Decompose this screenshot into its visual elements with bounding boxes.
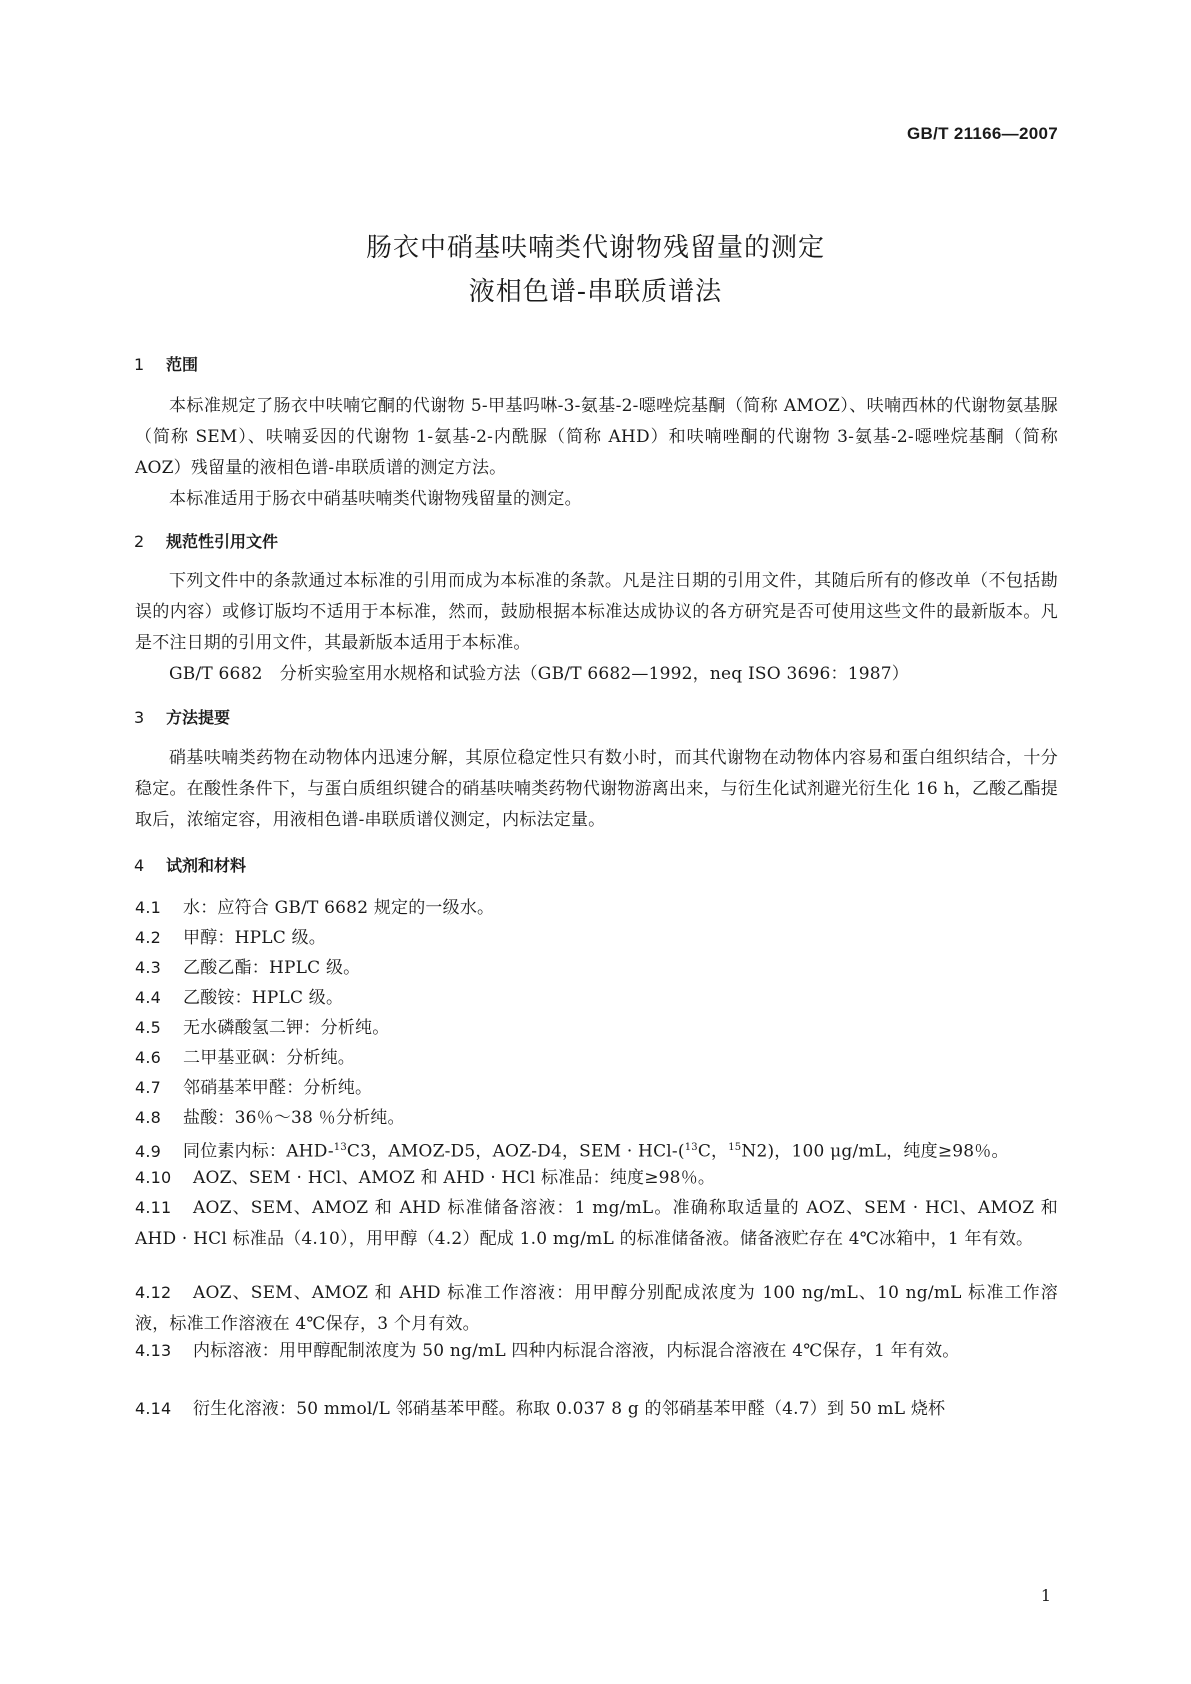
section-number: 2 bbox=[134, 532, 145, 551]
section-title: 范围 bbox=[166, 355, 199, 374]
section-3-paragraph-1: 硝基呋喃类药物在动物体内迅速分解，其原位稳定性只有数小时，而其代谢物在动物体内容易和蛋白组织结合，十分稳定。在酸性条件下，与蛋白质组织键合的硝基呋喃类药物代谢物游离出来，与衍生化试剂避光衍生化 16 h，乙酸乙酯提取后，浓缩定容，用液相色谱-串联质谱仪测定，内标法定量。 bbox=[135, 748, 1058, 830]
item-text: 水：应符合 GB/T 6682 规定的一级水。 bbox=[183, 898, 495, 918]
section-1-paragraph-1: 本标准规定了肠衣中呋喃它酮的代谢物 5-甲基吗啉-3-氨基-2-噁唑烷基酮（简称 AMOZ）、呋喃西林的代谢物氨基脲（简称 SEM）、呋喃妥因的代谢物 1-氨基-2-内酰脲（简称 AHD）和呋喃唑酮的代谢物 3-氨基-2-噁唑烷基酮（简称 AOZ）残留量的液相色谱-串联质谱的测定方法。 bbox=[135, 396, 1058, 478]
item-text: 内标溶液：用甲醇配制浓度为 50 ng/mL 四种内标混合溶液，内标混合溶液在 4℃保存，1 年有效。 bbox=[193, 1341, 960, 1361]
list-item-4-1 bbox=[135, 892, 1058, 924]
section-title: 方法提要 bbox=[166, 708, 231, 727]
section-title: 规范性引用文件 bbox=[166, 532, 279, 551]
item-text: AOZ、SEM、AMOZ 和 AHD 标准工作溶液：用甲醇分别配成浓度为 100 ng/mL、10 ng/mL 标准工作溶液，标准工作溶液在 4℃保存，3 个月有效。 bbox=[135, 1283, 1058, 1334]
list-item-4-12 bbox=[135, 1277, 1058, 1340]
item-number: 4.1 bbox=[135, 898, 162, 917]
item-text: AOZ、SEM、AMOZ 和 AHD 标准储备溶液：1 mg/mL。准确称取适量的 AOZ、SEM · HCl、AMOZ 和 AHD · HCl 标准品（4.10），用甲醇（4.2）配成 1.0 mg/mL 的标准储备液。储备液贮存在 4℃冰箱中，1 年有效。 bbox=[135, 1198, 1058, 1249]
item-number: 4.3 bbox=[135, 958, 162, 977]
list-item-4-3 bbox=[135, 952, 1058, 984]
item-number: 4.8 bbox=[135, 1108, 162, 1127]
section-number: 4 bbox=[134, 856, 145, 875]
section-2-paragraph-1: 下列文件中的条款通过本标准的引用而成为本标准的条款。凡是注日期的引用文件，其随后所有的修改单（不包括勘误的内容）或修订版均不适用于本标准，然而，鼓励根据本标准达成协议的各方研究是否可使用这些文件的最新版本。凡是不注日期的引用文件，其最新版本适用于本标准。 bbox=[135, 571, 1058, 653]
superscript-isotope: 13 bbox=[333, 1142, 347, 1153]
item-number: 4.10 bbox=[135, 1168, 172, 1187]
page-number: 1 bbox=[1040, 1586, 1051, 1605]
item-text: 甲醇：HPLC 级。 bbox=[183, 928, 326, 948]
item-number: 4.13 bbox=[135, 1341, 172, 1360]
standard-number: GB/T 21166—2007 bbox=[907, 124, 1058, 143]
item-number: 4.12 bbox=[135, 1283, 172, 1302]
section-2-paragraph-2: GB/T 6682 分析实验室用水规格和试验方法（GB/T 6682—1992，neq ISO 3696：1987） bbox=[169, 664, 910, 684]
item-text-d: N2)，100 μg/mL，纯度≥98％。 bbox=[741, 1141, 1009, 1162]
item-text: AOZ、SEM · HCl、AMOZ 和 AHD · HCl 标准品：纯度≥98％。 bbox=[193, 1168, 716, 1188]
list-item-4-2 bbox=[135, 922, 1058, 954]
list-item-4-13 bbox=[135, 1335, 1058, 1367]
list-item-4-11 bbox=[135, 1192, 1058, 1255]
item-number: 4.5 bbox=[135, 1018, 162, 1037]
item-number: 4.14 bbox=[135, 1399, 172, 1418]
item-text: 邻硝基苯甲醛：分析纯。 bbox=[183, 1078, 373, 1098]
item-text: 盐酸：36％～38 ％分析纯。 bbox=[183, 1108, 405, 1128]
item-text: 衍生化溶液：50 mmol/L 邻硝基苯甲醛。称取 0.037 8 g 的邻硝基苯甲醛（4.7）到 50 mL 烧杯 bbox=[193, 1399, 946, 1419]
list-item-4-8 bbox=[135, 1102, 1058, 1134]
item-text-b: C3，AMOZ-D5，AOZ-D4，SEM · HCl-( bbox=[346, 1141, 685, 1162]
item-number: 4.7 bbox=[135, 1078, 162, 1097]
item-number: 4.9 bbox=[135, 1141, 162, 1161]
list-item-4-10 bbox=[135, 1162, 1058, 1194]
item-text: 乙酸铵：HPLC 级。 bbox=[183, 988, 344, 1008]
item-number: 4.11 bbox=[135, 1198, 172, 1217]
list-item-4-14 bbox=[135, 1393, 1058, 1425]
section-2-heading bbox=[134, 529, 278, 552]
item-number: 4.4 bbox=[135, 988, 162, 1007]
item-number: 4.6 bbox=[135, 1048, 162, 1067]
section-title: 试剂和材料 bbox=[166, 856, 247, 875]
section-4-heading bbox=[134, 853, 246, 876]
list-item-4-4 bbox=[135, 982, 1058, 1014]
item-text-a: 同位素内标：AHD- bbox=[183, 1141, 334, 1162]
item-number: 4.2 bbox=[135, 928, 162, 947]
superscript-isotope: 15 bbox=[728, 1142, 742, 1153]
item-text: 二甲基亚砜：分析纯。 bbox=[183, 1048, 355, 1068]
item-text: 乙酸乙酯：HPLC 级。 bbox=[183, 958, 361, 978]
superscript-isotope: 13 bbox=[684, 1142, 698, 1153]
list-item-4-7 bbox=[135, 1072, 1058, 1104]
section-number: 1 bbox=[134, 355, 145, 374]
section-1-paragraph-2: 本标准适用于肠衣中硝基呋喃类代谢物残留量的测定。 bbox=[169, 489, 582, 509]
section-1-heading bbox=[134, 352, 198, 375]
list-item-4-5 bbox=[135, 1012, 1058, 1044]
item-text: 无水磷酸氢二钾：分析纯。 bbox=[183, 1018, 390, 1038]
section-number: 3 bbox=[134, 708, 145, 727]
section-3-heading bbox=[134, 705, 230, 728]
document-title-line-1: 肠衣中硝基呋喃类代谢物残留量的测定 bbox=[365, 233, 825, 263]
item-text-c: C， bbox=[697, 1141, 729, 1162]
document-title-line-2: 液相色谱-串联质谱法 bbox=[468, 277, 723, 307]
list-item-4-6 bbox=[135, 1042, 1058, 1074]
